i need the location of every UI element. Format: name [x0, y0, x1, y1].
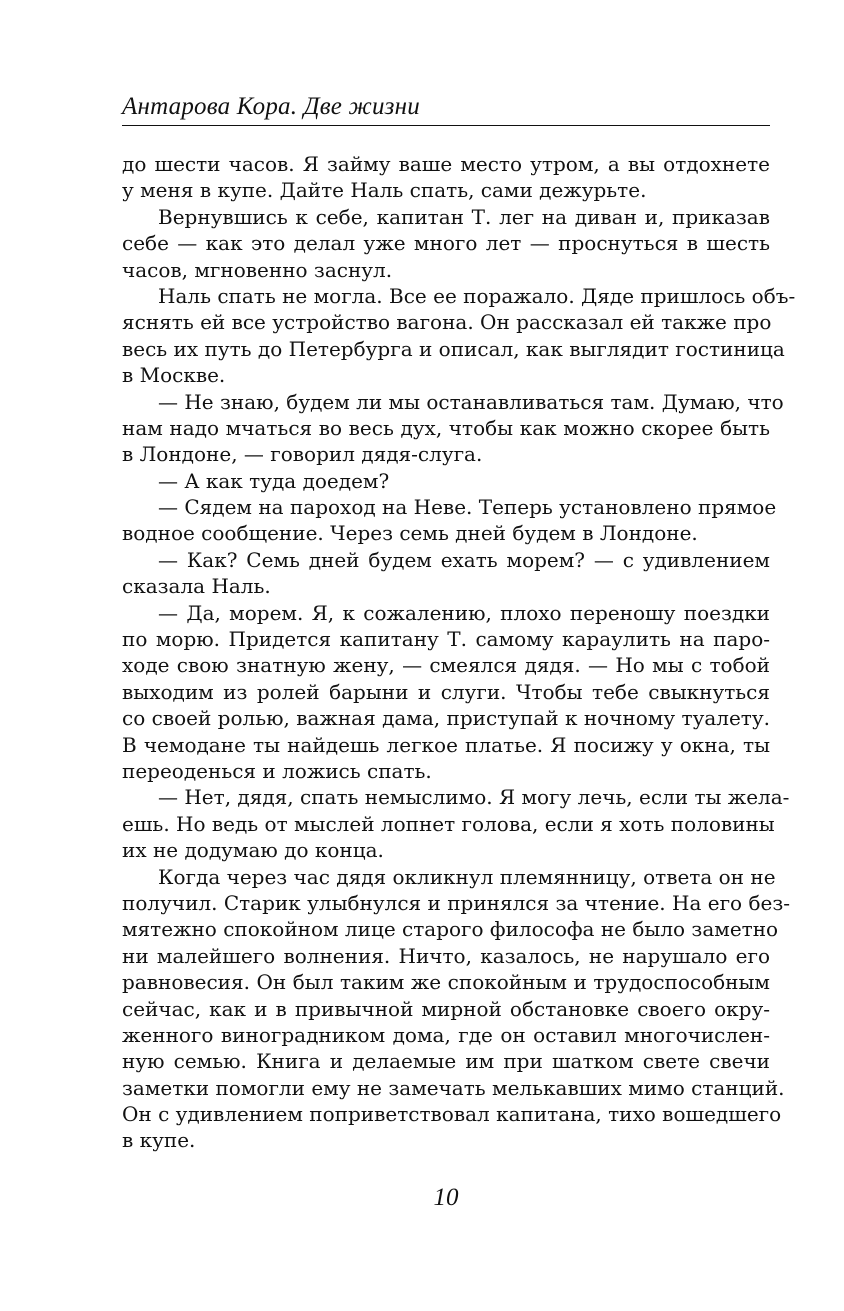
- text-line: мятежно спокойном лице старого философа не было заметно: [122, 917, 779, 942]
- text-line: со своей ролью, важная дама, приступай к ночному туалету.: [122, 706, 770, 731]
- text-line: Вернувшись к себе, капитан Т. лег на диван и, приказав: [158, 204, 770, 229]
- text-line: себе — как это делал уже много лет — проснуться в шесть: [122, 231, 770, 256]
- body-text: [122, 151, 796, 1154]
- header-rule: [122, 125, 770, 126]
- text-line: у меня в купе. Дайте Наль спать, сами дежурьте.: [122, 178, 647, 203]
- text-line: заметки помогли ему не замечать мелькавших мимо станций.: [122, 1075, 785, 1100]
- text-line: в купе.: [122, 1128, 196, 1153]
- text-line: ешь. Но ведь от мыслей лопнет голова, если я хоть половины: [122, 811, 775, 836]
- page-number: 10: [433, 1184, 459, 1211]
- text-line: часов, мгновенно заснул.: [122, 257, 393, 282]
- text-line: Он с удивлением поприветствовал капитана, тихо вошедшего: [122, 1102, 782, 1127]
- text-line: получил. Старик улыбнулся и принялся за чтение. На его без-: [122, 890, 790, 915]
- text-line: — Как? Семь дней будем ехать морем? — с удивлением: [158, 547, 770, 572]
- paragraph: [122, 283, 796, 389]
- text-line: ходе свою знатную жену, — смеялся дядя. — Но мы с тобой: [122, 653, 770, 678]
- text-line: весь их путь до Петербурга и описал, как выглядит гостиница: [122, 336, 785, 361]
- paragraph: [122, 151, 770, 204]
- text-line: — Не знаю, будем ли мы останавливаться там. Думаю, что: [158, 389, 784, 414]
- text-line: сейчас, как и в привычной мирной обстановке своего окру-: [122, 996, 770, 1021]
- text-line: В чемодане ты найдешь легкое платье. Я посижу у окна, ты: [122, 732, 770, 757]
- text-line: — Сядем на пароход на Неве. Теперь установлено прямое: [158, 495, 777, 520]
- text-line: — А как туда доедем?: [158, 468, 390, 493]
- text-line: яснять ей все устройство вагона. Он рассказал ей также про: [122, 310, 772, 335]
- paragraph: [122, 600, 770, 785]
- paragraph: [122, 468, 770, 494]
- text-line: ни малейшего волнения. Ничто, казалось, не нарушало его: [122, 943, 770, 968]
- text-line: в Москве.: [122, 363, 226, 388]
- paragraph: [122, 784, 790, 863]
- text-line: сказала Наль.: [122, 574, 271, 599]
- book-page: [122, 0, 796, 1311]
- text-line: — Да, морем. Я, к сожалению, плохо переношу поездки: [158, 600, 770, 625]
- text-line: их не додумаю до конца.: [122, 838, 384, 863]
- paragraph: [122, 547, 770, 600]
- paragraph: [122, 389, 784, 468]
- text-line: Когда через час дядя окликнул племянницу, ответа он не: [158, 864, 776, 889]
- text-line: водное сообщение. Через семь дней будем в Лондоне.: [122, 521, 698, 546]
- text-line: ную семью. Книга и делаемые им при шатком свете свечи: [122, 1049, 770, 1074]
- text-line: — Нет, дядя, спать немыслимо. Я могу лечь, если ты жела-: [158, 785, 790, 810]
- paragraph: [122, 864, 790, 1154]
- text-line: равновесия. Он был таким же спокойным и трудоспособным: [122, 970, 770, 995]
- text-line: нам надо мчаться во весь дух, чтобы как можно скорее быть: [122, 415, 770, 440]
- paragraph: [122, 204, 770, 283]
- text-line: выходим из ролей барыни и слуги. Чтобы тебе свыкнуться: [122, 679, 770, 704]
- text-line: до шести часов. Я займу ваше место утром, а вы отдохнете: [122, 152, 770, 176]
- text-line: Наль спать не могла. Все ее поражало. Дяде пришлось объ-: [158, 283, 796, 308]
- text-line: в Лондоне, — говорил дядя-слуга.: [122, 442, 483, 467]
- running-header-title: Антарова Кора. Две жизни: [122, 93, 420, 120]
- text-line: по морю. Придется капитану Т. самому караулить на паро-: [122, 627, 770, 652]
- text-line: женного виноградником дома, где он оставил многочислен-: [122, 1022, 770, 1047]
- text-line: переоденься и ложись спать.: [122, 758, 432, 783]
- paragraph: [122, 494, 777, 547]
